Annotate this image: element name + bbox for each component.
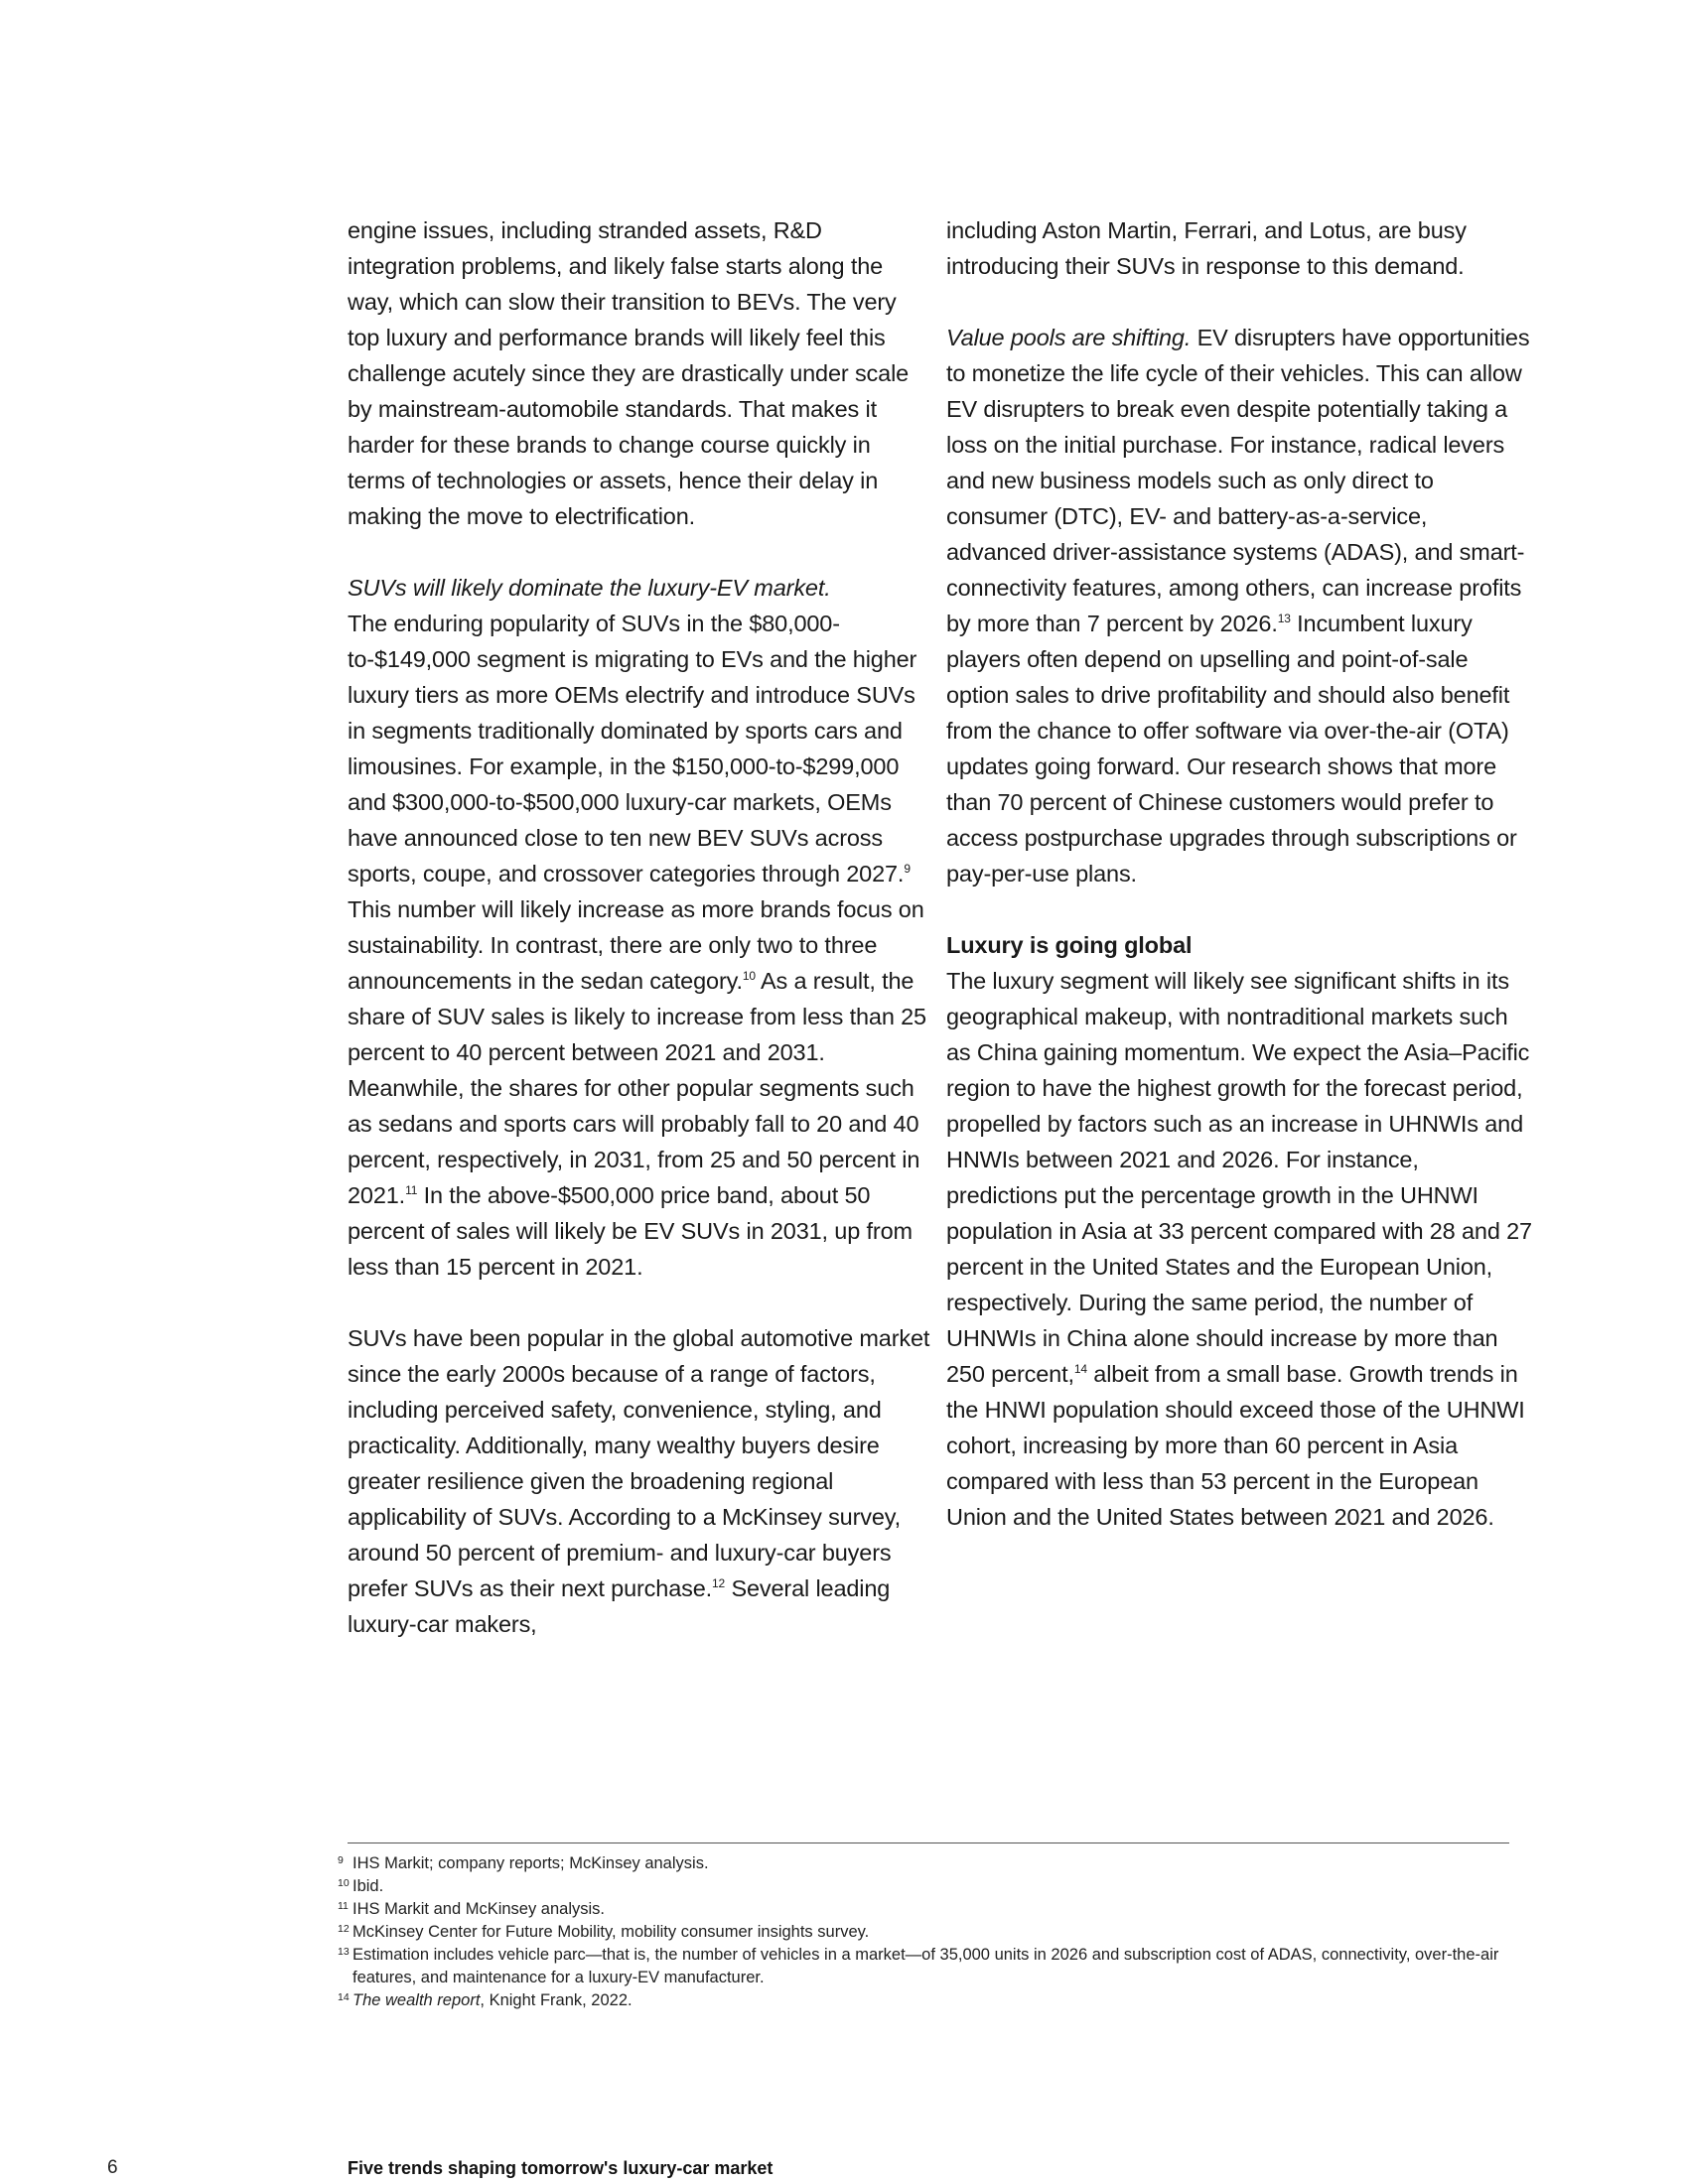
footnote-ref[interactable]: 12: [712, 1576, 726, 1590]
footnote-ref[interactable]: 13: [1277, 612, 1291, 625]
footnote-source-title: The wealth report: [352, 1991, 481, 2009]
footnote-ref[interactable]: 9: [904, 862, 911, 876]
footnote: [338, 1898, 1509, 1921]
paragraph: [946, 320, 1532, 891]
paragraph-text: Several leading luxury-car makers,: [348, 1575, 891, 1637]
footnotes: [338, 1852, 1509, 2012]
paragraph-text: In the above-$500,000 price band, about 50 percent of sales will likely be EV SUVs in 2031, up from less than 15 percent in 2021.: [348, 1182, 913, 1280]
footnote-number: 11: [338, 1900, 349, 1912]
footnote-ref[interactable]: 14: [1073, 1362, 1087, 1376]
footnote: [338, 1944, 1509, 1989]
paragraph-text: EV disrupters have opportunities to monetize the life cycle of their vehicles. This can allow EV disrupters to break even despite potentially taking a loss on the initial purchase. For instance, radical levers and new business models such as only direct to consumer (DTC), EV- and battery-as-a-service, advanced driver-assistance systems (ADAS), and smart-connectivity features, among others, can increase profits by more than 7 percent by 2026.: [946, 325, 1530, 636]
paragraph-lead: Value pools are shifting.: [946, 325, 1192, 350]
footnote-number: 10: [338, 1877, 350, 1889]
left-column: [348, 212, 933, 1642]
right-column: [946, 212, 1532, 1535]
paragraph-text: The luxury segment will likely see significant shifts in its geographical makeup, with nontraditional markets such as China gaining momentum. We expect the Asia–Pacific region to have the highest growth for the forecast period, propelled by factors such as an increase in UHNWIs and HNWIs between 2021 and 2026. For instance, predictions put the percentage growth in the UHNWI population in Asia at 33 percent compared with 28 and 27 percent in the United States and the European Union, respectively. During the same period, the number of UHNWIs in China alone should increase by more than 250 percent,: [946, 968, 1532, 1387]
footnote-number: 9: [338, 1854, 344, 1866]
footnote: [338, 1921, 1509, 1944]
paragraph: [348, 1320, 933, 1642]
footnote-text: , Knight Frank, 2022.: [480, 1991, 633, 2009]
paragraph: [946, 963, 1532, 1535]
paragraph: [348, 570, 933, 1285]
footnote-number: 12: [338, 1923, 350, 1935]
footnote-ref[interactable]: 11: [405, 1183, 418, 1197]
paragraph-lead: SUVs will likely dominate the luxury-EV market.: [348, 575, 831, 601]
footnote-text: IHS Markit and McKinsey analysis.: [352, 1900, 606, 1918]
footer-title: Five trends shaping tomorrow's luxury-car market: [348, 2158, 774, 2178]
paragraph-text: albeit from a small base. Growth trends in the HNWI population should exceed those of the UHNWI cohort, increasing by more than 60 percent in Asia compared with less than 53 percent in the European Union and the United States between 2021 and 2026.: [946, 1361, 1525, 1530]
paragraph: including Aston Martin, Ferrari, and Lotus, are busy introducing their SUVs in response to this demand.: [946, 217, 1467, 279]
paragraph-text: This number will likely increase as more brands focus on sustainability. In contrast, there are only two to three announcements in the sedan category.: [348, 896, 924, 994]
footnote: [338, 1875, 1509, 1898]
footnote-number: 14: [338, 1991, 350, 2003]
footnote-text: IHS Markit; company reports; McKinsey analysis.: [352, 1854, 709, 1872]
footnote-text: Ibid.: [352, 1877, 384, 1895]
page-number: 6: [107, 2157, 118, 2178]
footnote: [338, 1852, 1509, 1875]
paragraph-text: As a result, the share of SUV sales is likely to increase from less than 25 percent to 40 percent between 2021 and 2031. Meanwhile, the shares for other popular segments such as sedans and sports cars will probably fall to 20 and 40 percent, respectively, in 2031, from 25 and 50 percent in 2021.: [348, 968, 926, 1208]
paragraph-text: Incumbent luxury players often depend on upselling and point-of-sale option sales to drive profitability and should also benefit from the chance to offer software via over-the-air (OTA) updates going forward. Our research shows that more than 70 percent of Chinese customers would prefer to access postpurchase upgrades through subscriptions or pay-per-use plans.: [946, 611, 1517, 887]
paragraph-text: The enduring popularity of SUVs in the $80,000-to-$149,000 segment is migrating to EVs and the higher luxury tiers as more OEMs electrify and introduce SUVs in segments traditionally dominated by sports cars and limousines. For example, in the $150,000-to-$299,000 and $300,000-to-$500,000 luxury-car markets, OEMs have announced close to ten new BEV SUVs across sports, coupe, and crossover categories through 2027.: [348, 611, 917, 887]
footnote-text: Estimation includes vehicle parc—that is, the number of vehicles in a market—of 35,000 units in 2026 and subscription cost of ADAS, connectivity, over-the-air features, and maintenance for a luxury-EV manufacturer.: [352, 1946, 1499, 1986]
footnote-number: 13: [338, 1946, 350, 1958]
footnote: [338, 1989, 1509, 2012]
footnote-ref[interactable]: 10: [742, 969, 756, 983]
section-heading: Luxury is going global: [946, 932, 1193, 958]
paragraph-text: SUVs have been popular in the global automotive market since the early 2000s because of a range of factors, including perceived safety, convenience, styling, and practicality. Additionally, many wealthy buyers desire greater resilience given the broadening regional applicability of SUVs. According to a McKinsey survey, around 50 percent of premium- and luxury-car buyers prefer SUVs as their next purchase.: [348, 1325, 930, 1601]
footnote-text: McKinsey Center for Future Mobility, mobility consumer insights survey.: [352, 1923, 870, 1941]
paragraph: engine issues, including stranded assets, R&D integration problems, and likely false starts along the way, which can slow their transition to BEVs. The very top luxury and performance brands will likely feel this challenge acutely since they are drastically under scale by mainstream-automobile standards. That makes it harder for these brands to change course quickly in terms of technologies or assets, hence their delay in making the move to electrification.: [348, 217, 910, 529]
